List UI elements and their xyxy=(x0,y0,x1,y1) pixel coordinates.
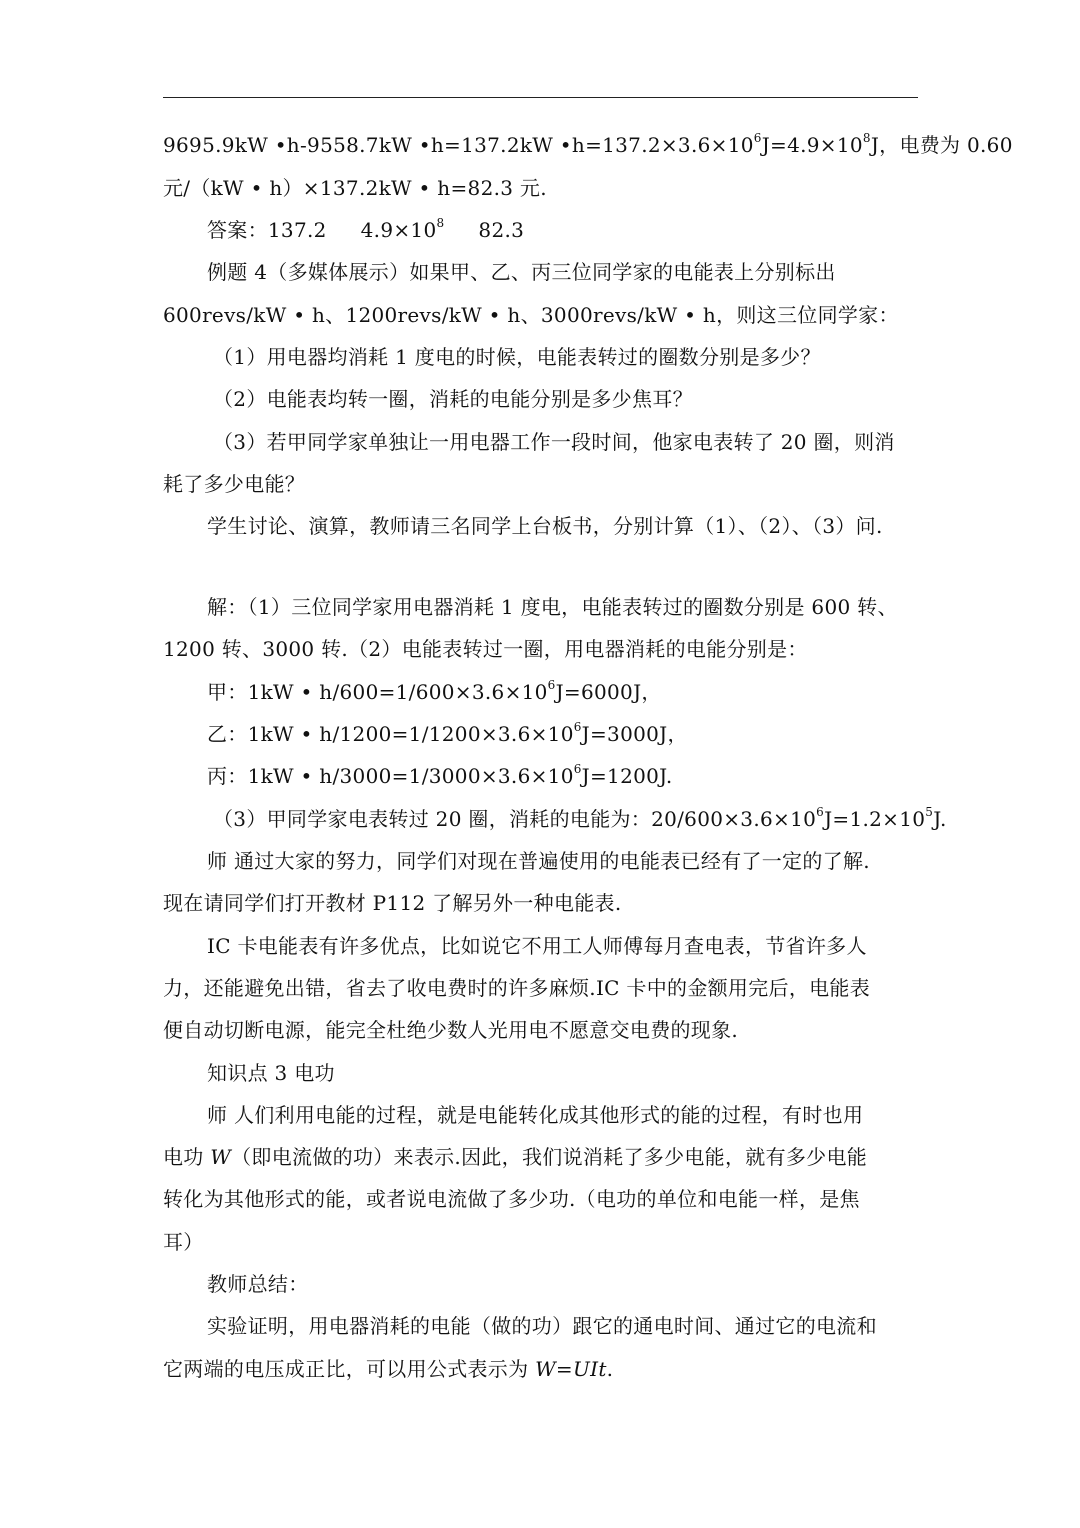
text-line: 转化为其他形式的能，或者说电流做了多少功.（电功的单位和电能一样，是焦 xyxy=(163,1187,860,1211)
solution-line: 解：（1）三位同学家用电器消耗 1 度电，电能表转过的圈数分别是 600 转、 xyxy=(207,595,898,619)
calc-line-3: （3）甲同学家电表转过 20 圈，消耗的电能为：$20/600\times 3.6\times 10^6J=1.2\times 10^5J$. xyxy=(213,805,947,831)
text-line: 耗了多少电能？ xyxy=(163,472,306,496)
example-title: 例题 4（多媒体展示）如果甲、乙、丙三位同学家的电能表上分别标出 xyxy=(207,260,836,284)
text-line: 力，还能避免出错，省去了收电费时的许多麻烦.IC 卡中的金额用完后，电能表 xyxy=(163,976,871,1000)
text-line: IC 卡电能表有许多优点，比如说它不用工人师傅每月查电表，节省许多人 xyxy=(207,934,867,958)
section-heading: 知识点 3 电功 xyxy=(207,1061,335,1085)
text-line: 学生讨论、演算，教师请三名同学上台板书，分别计算（1）、（2）、（3）问. xyxy=(207,514,883,538)
question-1: （1）用电器均消耗 1 度电的时候，电能表转过的圈数分别是多少？ xyxy=(213,345,821,369)
answer-line: 答案：137.2 $4.9\times 10^8$ 82.3 xyxy=(207,216,525,242)
question-2: （2）电能表均转一圈，消耗的电能分别是多少焦耳？ xyxy=(213,387,693,411)
text-line: 元/（kW • h）×137.2kW • h=82.3 元. xyxy=(163,176,547,200)
calc-line-bing: 丙：1kW • $h/3000=1/3000\times 3.6\times 10^6J=1200J$. xyxy=(207,762,673,788)
summary-heading: 教师总结： xyxy=(207,1272,309,1296)
text-line: 便自动切断电源，能完全杜绝少数人光用电不愿意交电费的现象. xyxy=(163,1018,739,1042)
calc-line-jia: 甲：1kW • $h/600=1/600\times 3.6\times 10^6J=6000J$， xyxy=(207,678,662,704)
text-line: 1200 转、3000 转.（2）电能表转过一圈，用电器消耗的电能分别是： xyxy=(163,637,808,661)
question-3: （3）若甲同学家单独让一用电器工作一段时间，他家电表转了 20 圈，则消 xyxy=(213,430,895,454)
text-line: 师 人们利用电能的过程，就是电能转化成其他形式的能的过程，有时也用 xyxy=(207,1103,864,1127)
text-line: 600revs/kW • h、1200revs/kW • h、3000revs/kW • h，则这三位同学家： xyxy=(163,303,899,327)
formula-line: 它两端的电压成正比，可以用公式表示为 W=UIt. xyxy=(163,1357,614,1381)
header-rule xyxy=(163,97,918,98)
text-line: 电功 W（即电流做的功）来表示.因此，我们说消耗了多少电能，就有多少电能 xyxy=(163,1145,868,1169)
calc-line-yi: 乙：1kW • $h/1200=1/1200\times 3.6\times 10^6J=3000J$， xyxy=(207,720,688,746)
text-line: 师 通过大家的努力，同学们对现在普遍使用的电能表已经有了一定的了解. xyxy=(207,849,870,873)
text-line: 耳） xyxy=(163,1230,204,1254)
text-line: 9695.9kW •h-9558.7kW •h=137.2kW $•h=137.2\times 3.6\times 10^6J=4.9\times 10^8J$，电费为 0.60 xyxy=(163,131,1013,157)
text-line: 现在请同学们打开教材 P112 了解另外一种电能表. xyxy=(163,891,622,915)
text-line: 实验证明，用电器消耗的电能（做的功）跟它的通电时间、通过它的电流和 xyxy=(207,1314,877,1338)
